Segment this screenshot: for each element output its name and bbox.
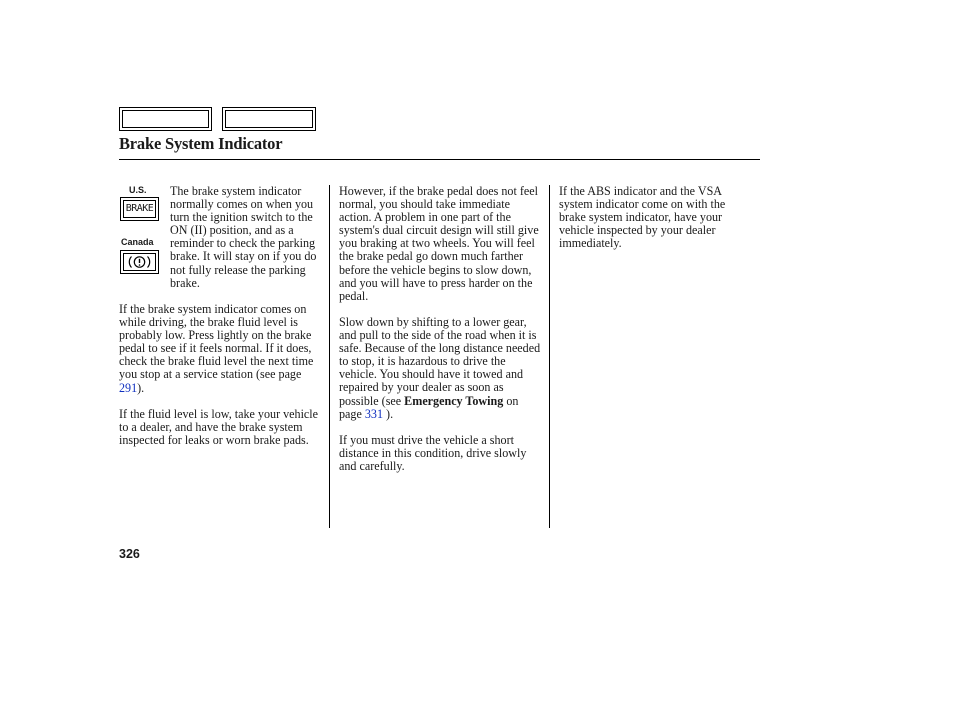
col2-p2-end: ). bbox=[386, 406, 394, 421]
col2-p2-mid: on page bbox=[339, 393, 519, 421]
page-291-link[interactable]: 291 bbox=[119, 380, 138, 395]
col2-paragraph-3: If you must drive the vehicle a short distance in this condition, drive slowly and carefully. bbox=[339, 432, 527, 473]
emergency-towing-ref: Emergency Towing bbox=[404, 393, 504, 408]
col2 bbox=[339, 185, 543, 486]
brake-indicator-text: BRAKE bbox=[125, 203, 154, 214]
col1-intro bbox=[170, 185, 330, 303]
section-tab-box-1[interactable] bbox=[119, 107, 212, 131]
col1-p2-text: If the brake system indicator comes on while driving, the brake fluid level is probably low. Press lightly on the brake pedal to see if it feels normal. If it does, check the brake fluid level the next time you stop at a service station (see page bbox=[119, 302, 314, 382]
brake-circle-exclamation-icon bbox=[120, 250, 159, 274]
column-divider-1 bbox=[329, 185, 330, 528]
canada-label: Canada bbox=[121, 237, 154, 247]
column-divider-2 bbox=[549, 185, 550, 528]
col2-paragraph-1: However, if the brake pedal does not feel normal, you should take immediate action. A problem in one part of the system's dual circuit design will still give you braking at two wheels. You will feel the brake pedal go down much farther before the vehicle begins to slow down, and you will have to press harder on the pedal. bbox=[339, 184, 539, 303]
col1-body bbox=[119, 303, 325, 460]
col2-paragraph-2 bbox=[339, 316, 543, 421]
col1-paragraph-2 bbox=[119, 303, 325, 395]
section-tab-box-2[interactable] bbox=[222, 107, 316, 131]
page-title: Brake System Indicator bbox=[119, 134, 283, 153]
col3-paragraph-1: If the ABS indicator and the VSA system indicator come on with the brake system indicator, have your vehicle inspected by your dealer immediately. bbox=[559, 184, 726, 251]
page-number: 326 bbox=[119, 547, 140, 561]
col1-p2-end: ). bbox=[137, 380, 145, 395]
brake-text-indicator-icon bbox=[120, 197, 159, 221]
col1-paragraph-3: If the fluid level is low, take your vehicle to a dealer, and have the brake system inspected for leaks or worn brake pads. bbox=[119, 406, 319, 447]
title-divider bbox=[119, 159, 760, 160]
col3 bbox=[559, 185, 754, 264]
page-331-link[interactable]: 331 bbox=[364, 406, 384, 421]
us-label: U.S. bbox=[129, 185, 147, 195]
col2-p2-text: Slow down by shifting to a lower gear, and pull to the side of the road when it is safe. Because of the long distance needed to stop, it is hazardous to drive the vehicle. You should have it towed and repaired by your dealer as soon as possible (see bbox=[339, 314, 541, 408]
col1-paragraph-1: The brake system indicator normally comes on when you turn the ignition switch to the ON (II) position, and as a reminder to check the parking brake. It will stay on if you do not fully release the parking brake. bbox=[170, 184, 317, 290]
